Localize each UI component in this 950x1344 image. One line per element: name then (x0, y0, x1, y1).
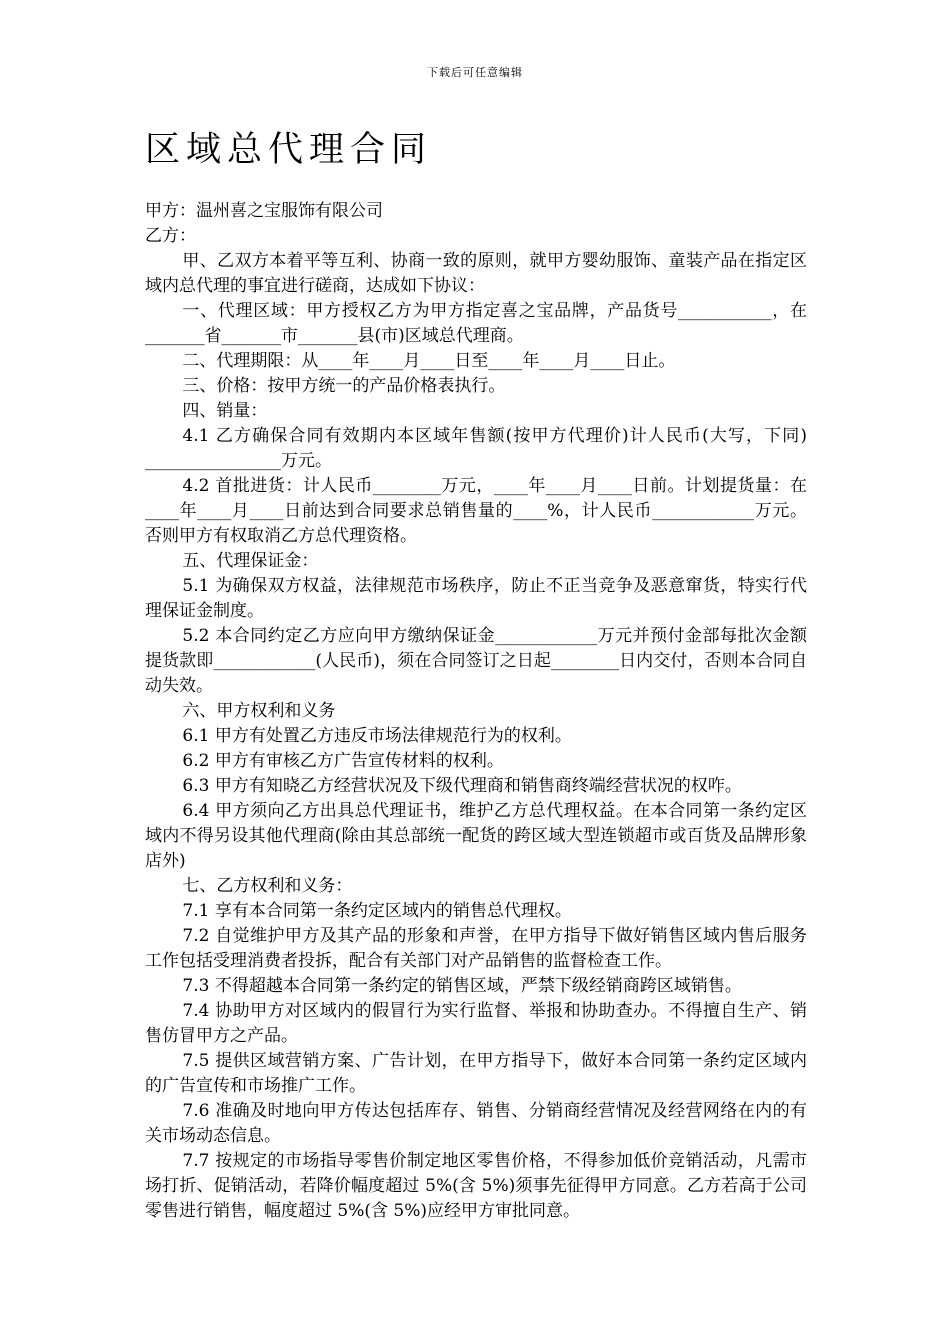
section-5-heading: 五、代理保证金： (182, 551, 319, 571)
clause-7-3: 7.3 不得超越本合同第一条约定的销售区域，严禁下级经销商跨区域销售。 (182, 976, 742, 996)
clause-2-agency-period: 二、代理期限：从____年____月____日至____年____月____日止。 (182, 351, 676, 371)
section-6-heading: 六、甲方权利和义务 (182, 701, 336, 721)
document-title: 区域总代理合同 (145, 130, 433, 170)
clause-4-1: 4.1 乙方确保合同有效期内本区域年售额(按甲方代理价)计人民币(大写，下同) ________________万元。 (145, 426, 813, 471)
clause-7-7: 7.7 按规定的市场指导零售价制定地区零售价格，不得参加低价竞销活动，凡需市场打折、促销活动，若降价幅度超过 5%(含 5%)须事先征得甲方同意。乙方若高于公司零售进行销售，幅度超过 5%(含 5%)应经甲方审批同意。 (145, 1151, 807, 1221)
preamble-paragraph: 甲、乙双方本着平等互利、协商一致的原则，就甲方婴幼服饰、童装产品在指定区域内总代理的事宜进行磋商，达成如下协议： (145, 251, 807, 296)
party-a-line: 甲方：温州喜之宝服饰有限公司 (145, 201, 383, 221)
section-7-heading: 七、乙方权利和义务： (182, 876, 353, 896)
clause-4-2: 4.2 首批进货：计人民币________万元，____年____月____日前。计划提货量：在____年____月____日前达到合同要求总销售量的____%，计人民币____________万元。否则甲方有权取消乙方总代理资格。 (145, 476, 807, 546)
section-4-heading: 四、销量： (182, 401, 268, 421)
clause-7-2: 7.2 自觉维护甲方及其产品的形象和声誉，在甲方指导下做好销售区域内售后服务工作包括受理消费者投拆，配合有关部门对产品销售的监督检查工作。 (145, 926, 807, 971)
clause-7-4: 7.4 协助甲方对区域内的假冒行为实行监督、举报和协助查办。不得擅自生产、销售仿冒甲方之产品。 (145, 1001, 807, 1046)
clause-3-price: 三、价格：按甲方统一的产品价格表执行。 (182, 376, 506, 396)
clause-6-4: 6.4 甲方须向乙方出具总代理证书，维护乙方总代理权益。在本合同第一条约定区域内不得另设其他代理商(除由其总部统一配货的跨区域大型连锁超市或百货及品牌形象店外) (145, 801, 807, 871)
clause-1-agency-area: 一、代理区域：甲方授权乙方为甲方指定喜之宝品牌，产品货号___________，在_______省_______市_______县(市)区域总代理商。 (145, 301, 807, 346)
clause-5-2: 5.2 本合同约定乙方应向甲方缴纳保证金____________万元并预付金部每批次金额提货款即____________(人民币)，须在合同签订之日起________日内交付，否则本合同自动失效。 (145, 626, 807, 696)
clause-7-1: 7.1 享有本合同第一条约定区域内的销售总代理权。 (182, 901, 572, 921)
document-body (145, 199, 813, 1224)
clause-6-1: 6.1 甲方有处置乙方违反市场法律规范行为的权利。 (182, 726, 572, 746)
party-b-line: 乙方： (145, 226, 196, 246)
header-note: 下载后可任意编辑 (427, 66, 523, 79)
clause-6-2: 6.2 甲方有审核乙方广告宣传材料的权利。 (182, 751, 504, 771)
clause-5-1: 5.1 为确保双方权益，法律规范市场秩序，防止不正当竞争及恶意窜货，特实行代理保证金制度。 (145, 576, 807, 621)
clause-7-6: 7.6 准确及时地向甲方传达包括库存、销售、分销商经营情况及经营网络在内的有关市场动态信息。 (145, 1101, 807, 1146)
clause-6-3: 6.3 甲方有知晓乙方经营状况及下级代理商和销售商终端经营状况的权咋。 (182, 776, 742, 796)
clause-7-5: 7.5 提供区域营销方案、广告计划，在甲方指导下，做好本合同第一条约定区域内的广告宣传和市场推广工作。 (145, 1051, 807, 1096)
